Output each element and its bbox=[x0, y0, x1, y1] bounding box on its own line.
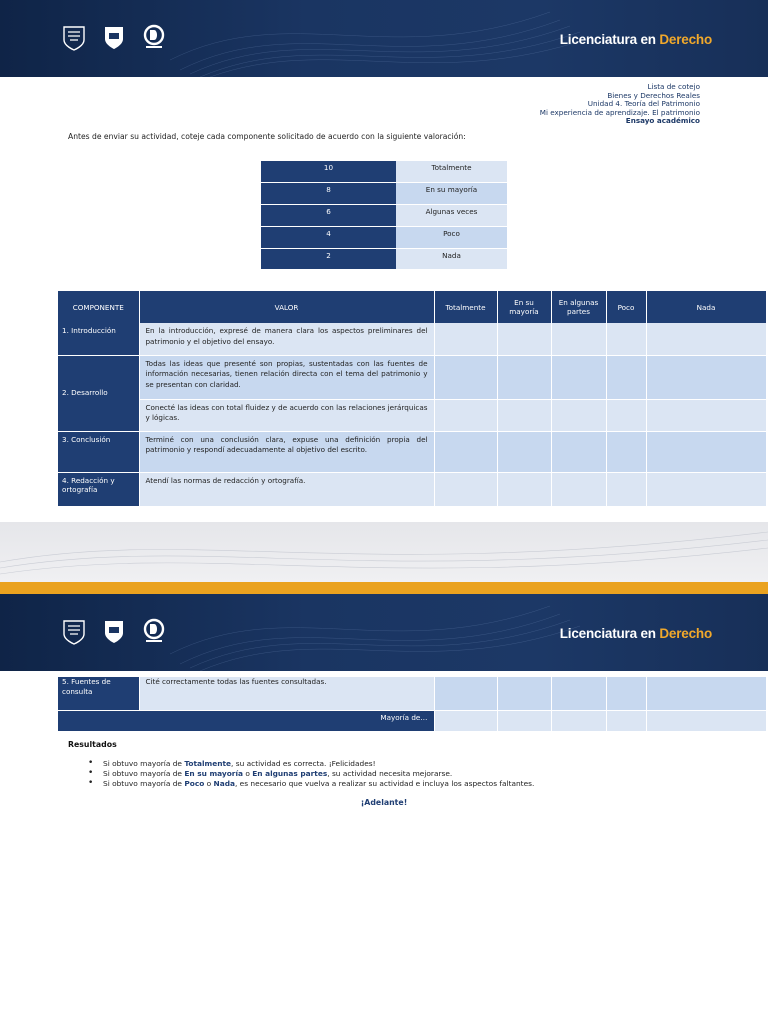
check-cell[interactable] bbox=[646, 323, 766, 355]
results-list bbox=[88, 759, 534, 789]
check-cell[interactable] bbox=[646, 472, 766, 506]
check-cell[interactable] bbox=[606, 677, 646, 710]
meta-line: Lista de cotejo bbox=[647, 82, 700, 91]
table-row: 2. Desarrollo Todas las ideas que presenté son propias, sustentadas con las fuentes de información necesarias, tienen relación directa con el tema del patrimonio y se presentan con claridad. bbox=[58, 355, 766, 399]
valuation-scale-table bbox=[261, 161, 507, 270]
table-row: 1. Introducción En la introducción, expresé de manera clara los aspectos preliminares del patrimonio y el objetivo del ensayo. bbox=[58, 323, 766, 355]
list-item: • Si obtuvo mayoría de Poco o Nada, es necesario que vuelva a realizar su actividad e incluya los aspectos faltantes. bbox=[88, 779, 534, 789]
check-cell[interactable] bbox=[551, 323, 606, 355]
list-item: • Si obtuvo mayoría de Totalmente, su actividad es correcta. ¡Felicidades! bbox=[88, 759, 534, 769]
majority-cell[interactable] bbox=[606, 710, 646, 731]
check-cell[interactable] bbox=[646, 431, 766, 472]
check-cell[interactable] bbox=[497, 355, 551, 399]
check-cell[interactable] bbox=[497, 677, 551, 710]
check-cell[interactable] bbox=[551, 472, 606, 506]
accent-band bbox=[0, 582, 768, 594]
col-header-component: COMPONENTE bbox=[58, 291, 139, 323]
check-cell[interactable] bbox=[606, 323, 646, 355]
col-header-value: VALOR bbox=[139, 291, 434, 323]
unam-seal-icon bbox=[60, 23, 88, 53]
majority-cell[interactable] bbox=[497, 710, 551, 731]
meta-line: Bienes y Derechos Reales bbox=[607, 90, 700, 100]
closing-message: ¡Adelante! bbox=[360, 798, 408, 807]
scale-row: 6 Algunas veces bbox=[261, 205, 507, 227]
header-banner bbox=[0, 0, 768, 77]
suayed-logo-icon bbox=[140, 23, 168, 53]
rubric-header-row bbox=[58, 291, 766, 323]
results-title: Resultados bbox=[68, 740, 117, 749]
check-cell[interactable] bbox=[551, 677, 606, 710]
majority-cell[interactable] bbox=[551, 710, 606, 731]
meta-line: Unidad 4. Teoría del Patrimonio bbox=[587, 99, 700, 109]
scale-row: 8 En su mayoría bbox=[261, 183, 507, 205]
unam-seal-icon bbox=[60, 617, 88, 647]
rubric-table bbox=[58, 291, 767, 507]
faculty-shield-icon bbox=[100, 617, 128, 647]
col-header-algunas: En algunas partes bbox=[551, 291, 606, 323]
list-item: • Si obtuvo mayoría de En su mayoría o En algunas partes, su actividad necesita mejorarse. bbox=[88, 769, 534, 779]
col-header-poco: Poco bbox=[606, 291, 646, 323]
check-cell[interactable] bbox=[646, 355, 766, 399]
check-cell[interactable] bbox=[497, 399, 551, 431]
header-banner-page2 bbox=[0, 594, 768, 671]
check-cell[interactable] bbox=[434, 399, 497, 431]
check-cell[interactable] bbox=[434, 355, 497, 399]
intro-text: Antes de enviar su actividad, coteje cada componente solicitado de acuerdo con la siguiente valoración: bbox=[68, 132, 466, 141]
scale-row: 10 Totalmente bbox=[261, 161, 507, 183]
check-cell[interactable] bbox=[551, 399, 606, 431]
table-row: 3. Conclusión Terminé con una conclusión clara, expuse una definición propia del patrimonio y respondí adecuadamente al objetivo del escrito. bbox=[58, 431, 766, 472]
check-cell[interactable] bbox=[434, 677, 497, 710]
scale-row: 2 Nada bbox=[261, 248, 507, 270]
check-cell[interactable] bbox=[497, 431, 551, 472]
rubric-table-continued bbox=[58, 677, 767, 732]
faculty-shield-icon bbox=[100, 23, 128, 53]
check-cell[interactable] bbox=[497, 472, 551, 506]
check-cell[interactable] bbox=[497, 323, 551, 355]
check-cell[interactable] bbox=[434, 472, 497, 506]
scale-row: 4 Poco bbox=[261, 226, 507, 248]
check-cell[interactable] bbox=[434, 431, 497, 472]
check-cell[interactable] bbox=[606, 355, 646, 399]
wave-decoration bbox=[0, 522, 768, 582]
col-header-totalmente: Totalmente bbox=[434, 291, 497, 323]
check-cell[interactable] bbox=[551, 355, 606, 399]
program-title: Licenciatura en Derecho bbox=[559, 32, 712, 47]
majority-cell[interactable] bbox=[646, 710, 766, 731]
check-cell[interactable] bbox=[434, 323, 497, 355]
check-cell[interactable] bbox=[551, 431, 606, 472]
document-meta bbox=[540, 83, 700, 126]
check-cell[interactable] bbox=[646, 399, 766, 431]
col-header-nada: Nada bbox=[646, 291, 766, 323]
col-header-mayoria: En su mayoría bbox=[497, 291, 551, 323]
page-footer-band bbox=[0, 522, 768, 582]
majority-row: Mayoría de… bbox=[58, 710, 766, 731]
majority-cell[interactable] bbox=[434, 710, 497, 731]
check-cell[interactable] bbox=[606, 472, 646, 506]
meta-line: Mi experiencia de aprendizaje. El patrimonio bbox=[539, 107, 700, 117]
table-row: 4. Redacción y ortografía Atendí las normas de redacción y ortografía. bbox=[58, 472, 766, 506]
table-row: Conecté las ideas con total fluidez y de acuerdo con las relaciones jerárquicas y lógicas. bbox=[58, 399, 766, 431]
check-cell[interactable] bbox=[606, 431, 646, 472]
program-title: Licenciatura en Derecho bbox=[559, 626, 712, 641]
suayed-logo-icon bbox=[140, 617, 168, 647]
table-row: 5. Fuentes de consulta Cité correctamente todas las fuentes consultadas. bbox=[58, 677, 766, 710]
check-cell[interactable] bbox=[606, 399, 646, 431]
meta-activity-title: Ensayo académico bbox=[625, 116, 700, 126]
check-cell[interactable] bbox=[646, 677, 766, 710]
